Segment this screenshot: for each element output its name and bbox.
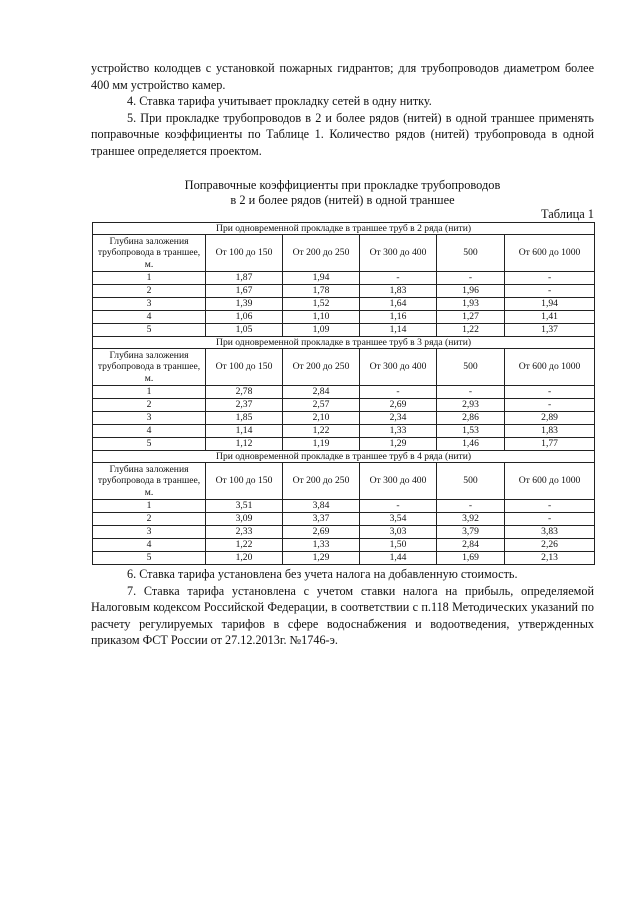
coefficient-cell: 2,37 bbox=[206, 399, 283, 412]
coefficient-cell: 1,10 bbox=[283, 311, 360, 324]
intro-text bbox=[91, 60, 594, 159]
coefficient-cell: 2,69 bbox=[360, 399, 437, 412]
coefficient-cell: - bbox=[360, 500, 437, 513]
diameter-header: От 600 до 1000 bbox=[505, 349, 595, 386]
depth-cell: 1 bbox=[93, 272, 206, 285]
coefficient-cell: 1,19 bbox=[283, 438, 360, 451]
table-row bbox=[93, 412, 595, 425]
coefficient-cell: 2,13 bbox=[505, 552, 595, 565]
coefficient-cell: 1,67 bbox=[206, 285, 283, 298]
diameter-header: От 300 до 400 bbox=[360, 349, 437, 386]
caption-line-2: в 2 и более рядов (нитей) в одной траншее bbox=[230, 193, 455, 207]
coefficient-cell: 1,93 bbox=[437, 298, 505, 311]
paragraph-3-continued: устройство колодцев с установкой пожарных гидрантов; для трубопроводов диаметром более 400 мм устройство камер. bbox=[91, 61, 594, 92]
coefficient-cell: 1,22 bbox=[283, 425, 360, 438]
coefficient-cell: 1,39 bbox=[206, 298, 283, 311]
table-row bbox=[93, 298, 595, 311]
coefficient-cell: 1,33 bbox=[360, 425, 437, 438]
coefficient-cell: - bbox=[505, 272, 595, 285]
coefficient-cell: 2,84 bbox=[283, 386, 360, 399]
coefficient-cell: 3,03 bbox=[360, 526, 437, 539]
coefficient-cell: 1,44 bbox=[360, 552, 437, 565]
depth-header: Глубина заложения трубопровода в траншее, м. bbox=[93, 349, 206, 386]
coefficient-cell: 1,96 bbox=[437, 285, 505, 298]
header-row bbox=[93, 235, 595, 272]
diameter-header: От 100 до 150 bbox=[206, 349, 283, 386]
section-title-row bbox=[93, 337, 595, 349]
diameter-header: От 100 до 150 bbox=[206, 235, 283, 272]
diameter-header: 500 bbox=[437, 235, 505, 272]
coefficient-cell: 1,50 bbox=[360, 539, 437, 552]
depth-cell: 5 bbox=[93, 552, 206, 565]
depth-cell: 5 bbox=[93, 438, 206, 451]
paragraph-5: 5. При прокладке трубопроводов в 2 и более рядов (нитей) в одной траншее применять поправочные коэффициенты по Таблице 1. Количество рядов (нитей) трубопровода в одной траншее определяется проектом. bbox=[91, 110, 594, 158]
coefficient-cell: 1,29 bbox=[360, 438, 437, 451]
coefficient-cell: 1,12 bbox=[206, 438, 283, 451]
table-row bbox=[93, 438, 595, 451]
coefficient-cell: 1,87 bbox=[206, 272, 283, 285]
coefficient-cell: 2,69 bbox=[283, 526, 360, 539]
coefficient-cell: 3,09 bbox=[206, 513, 283, 526]
coefficient-cell: - bbox=[505, 285, 595, 298]
table-row bbox=[93, 526, 595, 539]
coefficient-cell: - bbox=[360, 386, 437, 399]
coefficient-cell: 1,78 bbox=[283, 285, 360, 298]
section-title-row bbox=[93, 223, 595, 235]
coefficient-cell: 1,94 bbox=[283, 272, 360, 285]
table-row bbox=[93, 539, 595, 552]
depth-cell: 4 bbox=[93, 539, 206, 552]
diameter-header: 500 bbox=[437, 463, 505, 500]
depth-cell: 2 bbox=[93, 399, 206, 412]
table-row bbox=[93, 399, 595, 412]
coefficient-cell: 2,86 bbox=[437, 412, 505, 425]
coefficient-cell: - bbox=[437, 386, 505, 399]
coefficient-table bbox=[92, 222, 595, 565]
diameter-header: От 200 до 250 bbox=[283, 349, 360, 386]
coefficient-cell: - bbox=[437, 272, 505, 285]
coefficient-cell: 2,93 bbox=[437, 399, 505, 412]
diameter-header: От 300 до 400 bbox=[360, 235, 437, 272]
coefficient-cell: 1,16 bbox=[360, 311, 437, 324]
diameter-header: От 200 до 250 bbox=[283, 235, 360, 272]
coefficient-cell: 1,06 bbox=[206, 311, 283, 324]
coefficient-cell: 2,33 bbox=[206, 526, 283, 539]
depth-header: Глубина заложения трубопровода в траншее, м. bbox=[93, 235, 206, 272]
depth-header: Глубина заложения трубопровода в траншее, м. bbox=[93, 463, 206, 500]
coefficient-cell: 1,05 bbox=[206, 324, 283, 337]
coefficient-cell: 1,46 bbox=[437, 438, 505, 451]
coefficient-cell: 1,83 bbox=[360, 285, 437, 298]
table-row bbox=[93, 311, 595, 324]
table-row bbox=[93, 500, 595, 513]
coefficient-cell: 3,83 bbox=[505, 526, 595, 539]
coefficient-cell: 1,77 bbox=[505, 438, 595, 451]
diameter-header: 500 bbox=[437, 349, 505, 386]
section-title: При одновременной прокладке в траншее труб в 2 ряда (нити) bbox=[93, 223, 595, 235]
table-row bbox=[93, 386, 595, 399]
depth-cell: 3 bbox=[93, 526, 206, 539]
coefficient-cell: 1,53 bbox=[437, 425, 505, 438]
depth-cell: 4 bbox=[93, 425, 206, 438]
coefficient-cell: 1,41 bbox=[505, 311, 595, 324]
depth-cell: 3 bbox=[93, 412, 206, 425]
table-row bbox=[93, 552, 595, 565]
table-row bbox=[93, 285, 595, 298]
coefficient-cell: - bbox=[505, 386, 595, 399]
coefficient-cell: 1,27 bbox=[437, 311, 505, 324]
coefficient-cell: 2,78 bbox=[206, 386, 283, 399]
coefficient-cell: 3,92 bbox=[437, 513, 505, 526]
coefficient-cell: 3,37 bbox=[283, 513, 360, 526]
coefficient-cell: - bbox=[505, 399, 595, 412]
table-label: Таблица 1 bbox=[541, 207, 594, 221]
coefficient-cell: - bbox=[505, 500, 595, 513]
coefficient-cell: 1,14 bbox=[360, 324, 437, 337]
coefficient-cell: 1,83 bbox=[505, 425, 595, 438]
coefficient-cell: 1,20 bbox=[206, 552, 283, 565]
coefficient-cell: 3,54 bbox=[360, 513, 437, 526]
depth-cell: 1 bbox=[93, 500, 206, 513]
coefficient-cell: 1,69 bbox=[437, 552, 505, 565]
coefficient-cell: 1,37 bbox=[505, 324, 595, 337]
coefficient-cell: 1,33 bbox=[283, 539, 360, 552]
coefficient-cell: 2,10 bbox=[283, 412, 360, 425]
section-title: При одновременной прокладке в траншее труб в 4 ряда (нити) bbox=[93, 451, 595, 463]
depth-cell: 4 bbox=[93, 311, 206, 324]
diameter-header: От 200 до 250 bbox=[283, 463, 360, 500]
outro-text bbox=[91, 566, 594, 649]
coefficient-cell: 1,94 bbox=[505, 298, 595, 311]
table-row bbox=[93, 425, 595, 438]
table-row bbox=[93, 272, 595, 285]
coefficient-cell: 1,22 bbox=[437, 324, 505, 337]
coefficient-cell: - bbox=[505, 513, 595, 526]
depth-cell: 1 bbox=[93, 386, 206, 399]
coefficient-cell: - bbox=[437, 500, 505, 513]
header-row bbox=[93, 349, 595, 386]
caption-line-1: Поправочные коэффициенты при прокладке трубопроводов bbox=[184, 178, 501, 192]
coefficient-cell: 3,51 bbox=[206, 500, 283, 513]
coefficient-cell: 1,29 bbox=[283, 552, 360, 565]
coefficient-cell: 2,57 bbox=[283, 399, 360, 412]
diameter-header: От 100 до 150 bbox=[206, 463, 283, 500]
section-title-row bbox=[93, 451, 595, 463]
depth-cell: 2 bbox=[93, 285, 206, 298]
coefficient-cell: 1,09 bbox=[283, 324, 360, 337]
header-row bbox=[93, 463, 595, 500]
depth-cell: 5 bbox=[93, 324, 206, 337]
coefficient-cell: 2,26 bbox=[505, 539, 595, 552]
table-row bbox=[93, 513, 595, 526]
coefficient-table-body bbox=[93, 223, 595, 565]
depth-cell: 2 bbox=[93, 513, 206, 526]
table-caption bbox=[91, 178, 594, 208]
coefficient-cell: 1,64 bbox=[360, 298, 437, 311]
diameter-header: От 600 до 1000 bbox=[505, 463, 595, 500]
table-row bbox=[93, 324, 595, 337]
coefficient-cell: 2,34 bbox=[360, 412, 437, 425]
coefficient-cell: 3,84 bbox=[283, 500, 360, 513]
paragraph-7: 7. Ставка тарифа установлена с учетом ставки налога на прибыль, определяемой Налоговым кодексом Российской Федерации, в соответствии с п.118 Методических указаний по расчету регулируемых тарифов в сфере водоснабжения и водоотведения, утвержденных приказом ФСТ России от 27.12.2013г. №1746-э. bbox=[91, 583, 594, 647]
coefficient-cell: 3,79 bbox=[437, 526, 505, 539]
paragraph-6: 6. Ставка тарифа установлена без учета налога на добавленную стоимость. bbox=[127, 567, 518, 581]
coefficient-cell: 1,85 bbox=[206, 412, 283, 425]
coefficient-cell: 1,14 bbox=[206, 425, 283, 438]
diameter-header: От 600 до 1000 bbox=[505, 235, 595, 272]
coefficient-cell: 1,52 bbox=[283, 298, 360, 311]
diameter-header: От 300 до 400 bbox=[360, 463, 437, 500]
coefficient-cell: 2,84 bbox=[437, 539, 505, 552]
coefficient-cell: - bbox=[360, 272, 437, 285]
coefficient-cell: 1,22 bbox=[206, 539, 283, 552]
section-title: При одновременной прокладке в траншее труб в 3 ряда (нити) bbox=[93, 337, 595, 349]
depth-cell: 3 bbox=[93, 298, 206, 311]
paragraph-4: 4. Ставка тарифа учитывает прокладку сетей в одну нитку. bbox=[127, 94, 432, 108]
coefficient-cell: 2,89 bbox=[505, 412, 595, 425]
